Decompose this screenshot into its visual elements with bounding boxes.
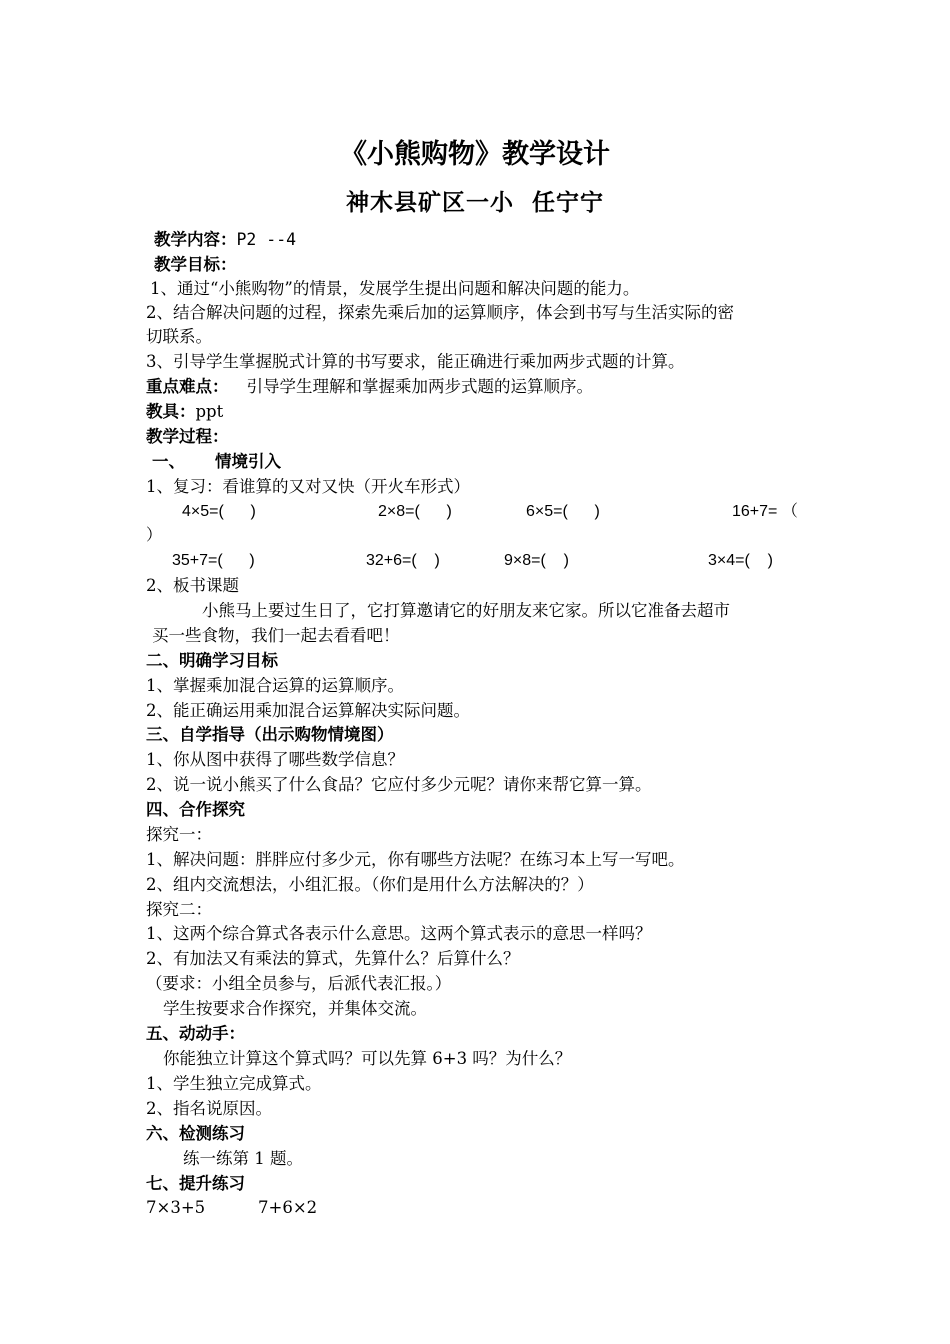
key-points-label: 重点难点：: [146, 377, 229, 396]
list-item: 2、说一说小熊买了什么食品？它应付多少元呢？请你来帮它算一算。: [146, 775, 652, 794]
list-item: 2、能正确运用乘加混合运算解决实际问题。: [146, 701, 470, 720]
section-1-heading: [152, 450, 281, 474]
expression: 7×3+5: [146, 1198, 206, 1217]
list-item: 1、你从图中获得了哪些数学信息？: [146, 750, 404, 769]
tools-value: ppt: [195, 402, 224, 421]
exercise-item: 35+7=( ): [172, 552, 255, 569]
list-item: 2、组内交流想法，小组汇报。（你们是用什么方法解决的？）: [146, 875, 594, 894]
section-1-title: 情境引入: [215, 452, 281, 471]
list-item: 学生按要求合作探究，并集体交流。: [163, 999, 427, 1018]
review-line: 1、复习：看谁算的又对又快（开火车形式）: [146, 477, 470, 496]
list-item: 1、掌握乘加混合运算的运算顺序。: [146, 676, 404, 695]
goals-label: 教学目标：: [154, 255, 237, 274]
exercise-item: 32+6=( ): [366, 552, 440, 569]
key-points-value: 引导学生理解和掌握乘加两步式题的运算顺序。: [246, 377, 593, 396]
exercise-wrap: ）: [146, 527, 163, 544]
section-7-heading: 七、提升练习: [146, 1174, 245, 1193]
content-label: 教学内容：: [154, 230, 237, 249]
section-3-heading: 三、自学指导（出示购物情境图）: [146, 725, 394, 744]
question-line: 你能独立计算这个算式吗？可以先算 6+3 吗？为什么？: [163, 1049, 572, 1068]
board-title-line: 2、板书课题: [146, 576, 239, 595]
process-label: 教学过程：: [146, 427, 229, 446]
goal-item: 3、引导学生掌握脱式计算的书写要求，能正确进行乘加两步式题的计算。: [146, 352, 685, 371]
section-5-heading: 五、动动手：: [146, 1024, 245, 1043]
section-4-heading: 四、合作探究: [146, 800, 245, 819]
requirement-note: （要求：小组全员参与，后派代表汇报。）: [146, 974, 452, 993]
list-item: 1、解决问题：胖胖应付多少元，你有哪些方法呢？在练习本上写一写吧。: [146, 850, 685, 869]
exercise-item: 4×5=( ): [182, 503, 256, 520]
practice-line: 练一练第 1 题。: [183, 1149, 303, 1168]
exercise-item: 16+7= （: [732, 503, 798, 520]
exercise-item: 6×5=( ): [526, 503, 600, 520]
content-value: P2 --4: [236, 230, 297, 249]
list-item: 1、学生独立完成算式。: [146, 1074, 322, 1093]
goal-item: 2、结合解决问题的过程，探索先乘后加的运算顺序，体会到书写与生活实际的密: [146, 303, 734, 322]
author-line: 神木县矿区一小 任宁宁: [345, 190, 604, 216]
story-line: 买一些食物，我们一起去看看吧！: [152, 626, 400, 645]
expression: 7+6×2: [258, 1198, 318, 1217]
section-1-number: 一、: [152, 452, 185, 471]
goal-item-cont: 切联系。: [146, 327, 212, 346]
key-points-line: [146, 375, 593, 399]
exercise-item: 3×4=( ): [708, 552, 773, 569]
section-6-heading: 六、检测练习: [146, 1124, 245, 1143]
list-item: 1、这两个综合算式各表示什么意思。这两个算式表示的意思一样吗？: [146, 924, 652, 943]
content-line: [154, 228, 296, 252]
list-item: 2、有加法又有乘法的算式，先算什么？后算什么？: [146, 949, 520, 968]
exercise-item: 2×8=( ): [378, 503, 452, 520]
story-line: 小熊马上要过生日了，它打算邀请它的好朋友来它家。所以它准备去超市: [202, 601, 730, 620]
explore-2-label: 探究二：: [146, 900, 212, 919]
tools-line: [146, 400, 223, 424]
list-item: 2、指名说原因。: [146, 1099, 272, 1118]
section-2-heading: 二、明确学习目标: [146, 651, 278, 670]
tools-label: 教具：: [146, 402, 196, 421]
explore-1-label: 探究一：: [146, 825, 212, 844]
document-title: 《小熊购物》教学设计: [340, 139, 610, 170]
goal-item: 1、通过“小熊购物”的情景，发展学生提出问题和解决问题的能力。: [150, 279, 640, 298]
exercise-item: 9×8=( ): [504, 552, 569, 569]
